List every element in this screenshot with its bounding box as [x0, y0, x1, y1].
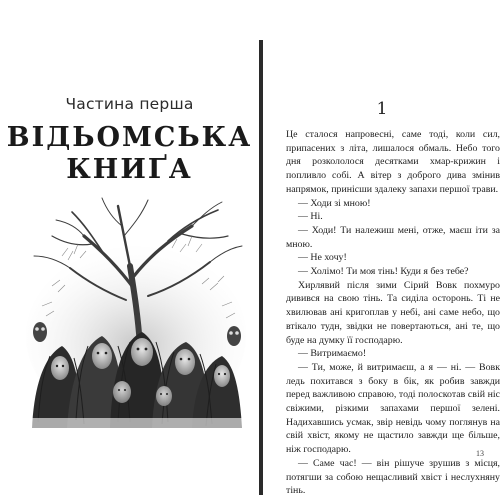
paragraph: — Витримаємо!: [298, 348, 367, 360]
paragraph: — Не хочу!: [298, 252, 347, 264]
part-label: Частина перша: [65, 95, 194, 113]
right-page: [264, 0, 500, 500]
paragraph: — Холімо! Ти моя тінь! Куди я без тебе?: [298, 266, 469, 278]
paragraph: — Ні.: [298, 211, 323, 223]
page-number: 13: [476, 449, 484, 458]
paragraph: — Ти, може, й витримаєш, а я — ні. — Вовк ледь похитався з боку в бік, як робив завжди перед важливою справою, тоді полоскотав свій ніс свіжими, різкими запахами першої зелені. Надихавшись усмак, звір невідь чому поглянув на свій хвіст, якому не щастило завжди ще більше, ніж господарю.: [286, 361, 500, 456]
paragraph: — Ходи! Ти належиш мені, отже, маєш іти за мною.: [286, 224, 500, 250]
paragraph: Хирлявий після зими Сірий Вовк похмуро дивився на свою тінь. Та сиділа осторонь. Ті не хвилював ані кригоплав у небі, ані саме небо, що втікало тудн, звідки не повертаються, ані те, що буде на думку її господарю.: [286, 279, 500, 346]
paragraph: — Саме час! — він рішуче зрушив з місця, потягши за собою нещасливий хвіст і неслухняну тінь.: [286, 457, 500, 497]
witches-forest-illustration: [22, 196, 250, 428]
book-title-line-1: ВІДЬОМСЬКА: [6, 122, 253, 153]
chapter-number: 1: [376, 99, 388, 119]
chapter-body: [286, 128, 500, 498]
page-gutter: [259, 40, 263, 495]
paragraph: Це сталося напровесні, саме тоді, коли сил, припасених з літа, лишалося обмаль. Небо того дня розкололося десятками хмар-крижин і попливло собі. А вітер з доброго дива змінив напрямок, принісши здалеку запахи першої трави.: [286, 129, 500, 195]
book-title-line-2: КНИҐА: [66, 154, 193, 185]
paragraph: — Ходи зі мною!: [298, 197, 371, 209]
